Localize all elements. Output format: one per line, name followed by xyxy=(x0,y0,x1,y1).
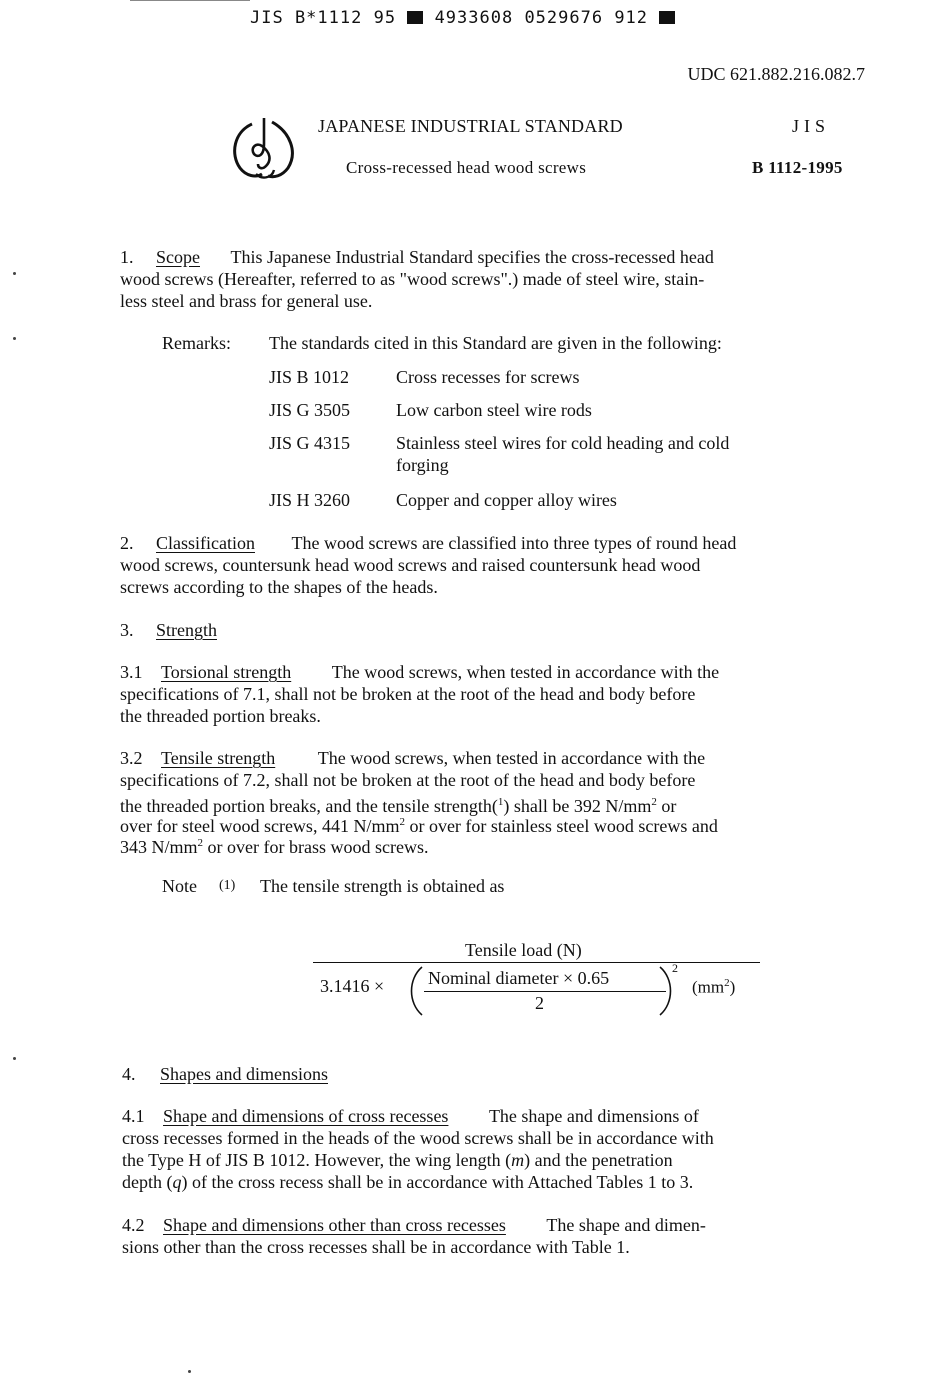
section-number: 4.2 xyxy=(122,1215,145,1235)
section-3-1-line-1 xyxy=(120,661,719,683)
section-4-1-line-1 xyxy=(122,1105,699,1127)
ref-code: JIS H 3260 xyxy=(269,490,351,510)
superscript: 2 xyxy=(724,977,730,989)
body-text: or xyxy=(656,796,677,816)
margin-dot xyxy=(13,337,16,340)
section-number: 2. xyxy=(120,533,134,553)
black-block-mark xyxy=(659,11,675,24)
section-2-line-2: wood screws, countersunk head wood screws and raised countersunk head wood xyxy=(120,555,701,575)
body-text: ) and the penetration xyxy=(524,1150,673,1170)
standard-title: JAPANESE INDUSTRIAL STANDARD xyxy=(318,116,623,136)
section-title: Classification xyxy=(156,533,255,553)
section-3-2-line-1 xyxy=(120,747,705,769)
superscript: 2 xyxy=(651,796,657,808)
footnote-ref: 1 xyxy=(497,796,504,808)
inner-numerator: Nominal diameter × 0.65 xyxy=(428,968,610,988)
ref-title: Low carbon steel wire rods xyxy=(396,400,592,420)
section-4-2-line-1 xyxy=(122,1214,706,1236)
remarks-intro: The standards cited in this Standard are given in the following: xyxy=(269,333,722,353)
ref-title-continued: forging xyxy=(396,455,449,475)
section-3-2-line-2: specifications of 7.2, shall not be broken at the root of the head and body before xyxy=(120,770,696,790)
note-text: The tensile strength is obtained as xyxy=(260,876,505,896)
ref-code: JIS G 4315 xyxy=(269,433,351,453)
section-3-2-line-5 xyxy=(120,832,428,858)
body-text: or over for brass wood screws. xyxy=(203,837,429,857)
symbol-m: m xyxy=(511,1150,525,1170)
formula-numerator: Tensile load (N) xyxy=(465,940,582,960)
formula-coefficient: 3.1416 × xyxy=(320,976,385,996)
section-4-heading xyxy=(122,1063,328,1085)
inner-denominator: 2 xyxy=(535,993,544,1013)
document-subtitle: Cross-recessed head wood screws xyxy=(346,158,587,177)
superscript: 2 xyxy=(197,837,204,849)
margin-dot xyxy=(188,1370,191,1373)
section-title: Tensile strength xyxy=(161,748,276,768)
section-number: 4. xyxy=(122,1064,136,1084)
fraction-bar xyxy=(313,962,760,963)
section-3-heading xyxy=(120,619,217,641)
body-text: The shape and dimen- xyxy=(546,1215,706,1235)
section-3-1-line-2: specifications of 7.1, shall not be broken at the root of the head and body before xyxy=(120,684,696,704)
section-4-1-line-2: cross recesses formed in the heads of the wood screws shall be in accordance with xyxy=(122,1128,714,1148)
body-text: 343 N/mm xyxy=(120,837,198,857)
section-1-line-1 xyxy=(120,246,714,268)
top-rule xyxy=(130,0,250,1)
body-text: The shape and dimensions of xyxy=(488,1106,699,1126)
symbol-q: q xyxy=(172,1172,182,1192)
margin-dot xyxy=(13,272,16,275)
section-title: Shape and dimensions of cross recesses xyxy=(163,1106,449,1126)
black-block-mark xyxy=(407,11,423,24)
doc-code-right: 4933608 0529676 912 xyxy=(434,8,649,28)
body-text: The wood screws, when tested in accordance with the xyxy=(317,748,706,768)
superscript: 2 xyxy=(399,816,405,828)
section-number: 4.1 xyxy=(122,1106,145,1126)
note-marker: (1) xyxy=(219,878,236,893)
section-title: Shape and dimensions other than cross recesses xyxy=(163,1215,506,1235)
doc-code-left: JIS B*1112 95 xyxy=(250,8,397,28)
udc-number: UDC 621.882.216.082.7 xyxy=(687,64,865,84)
ref-title: Cross recesses for screws xyxy=(396,367,580,387)
body-text: over for steel wood screws, 441 N/mm xyxy=(120,816,400,836)
formula-unit xyxy=(692,977,735,998)
margin-dot xyxy=(13,1057,16,1060)
section-2-line-3: screws according to the shapes of the heads. xyxy=(120,577,438,597)
section-number: 3. xyxy=(120,620,134,640)
unit-text: (mm xyxy=(692,977,725,997)
section-1-line-2: wood screws (Hereafter, referred to as "wood screws".) made of steel wire, stain- xyxy=(120,269,705,289)
section-2-line-1 xyxy=(120,532,736,554)
section-1-line-3: less steel and brass for general use. xyxy=(120,291,373,311)
section-title: Torsional strength xyxy=(161,662,292,682)
section-4-1-line-4 xyxy=(122,1171,693,1193)
body-text: the threaded portion breaks, and the tensile strength( xyxy=(120,796,498,816)
body-text: This Japanese Industrial Standard specifies the cross-recessed head xyxy=(230,247,714,267)
section-number: 3.1 xyxy=(120,662,143,682)
section-title: Strength xyxy=(156,620,217,640)
left-paren-icon xyxy=(404,965,426,1017)
standard-number: B 1112-1995 xyxy=(752,158,843,177)
formula-exponent: 2 xyxy=(672,961,678,975)
ref-title: Stainless steel wires for cold heading and cold xyxy=(396,433,730,453)
inner-fraction-bar xyxy=(424,991,666,992)
section-title: Scope xyxy=(156,247,200,267)
ref-code: JIS B 1012 xyxy=(269,367,350,387)
body-text: The wood screws, when tested in accordance with the xyxy=(331,662,720,682)
ref-title: Copper and copper alloy wires xyxy=(396,490,617,510)
jis-mark: JIS xyxy=(792,116,831,136)
remarks-label: Remarks: xyxy=(162,333,231,353)
section-number: 1. xyxy=(120,247,134,267)
section-4-1-line-3 xyxy=(122,1149,673,1171)
section-title: Shapes and dimensions xyxy=(160,1064,328,1084)
body-text: or over for stainless steel wood screws and xyxy=(404,816,718,836)
ref-code: JIS G 3505 xyxy=(269,400,351,420)
body-text: depth ( xyxy=(122,1172,173,1192)
section-3-1-line-3: the threaded portion breaks. xyxy=(120,706,321,726)
section-number: 3.2 xyxy=(120,748,143,768)
document-code-line xyxy=(250,8,675,28)
body-text: ) of the cross recess shall be in accordance with Attached Tables 1 to 3. xyxy=(181,1172,694,1192)
jis-logo-icon xyxy=(228,114,300,186)
body-text: the Type H of JIS B 1012. However, the wing length ( xyxy=(122,1150,512,1170)
unit-text: ) xyxy=(729,977,736,997)
body-text: ) shall be 392 N/mm xyxy=(503,796,652,816)
body-text: The wood screws are classified into three types of round head xyxy=(291,533,737,553)
section-4-2-line-2: sions other than the cross recesses shall be in accordance with Table 1. xyxy=(122,1237,630,1257)
note-label: Note xyxy=(162,876,197,896)
